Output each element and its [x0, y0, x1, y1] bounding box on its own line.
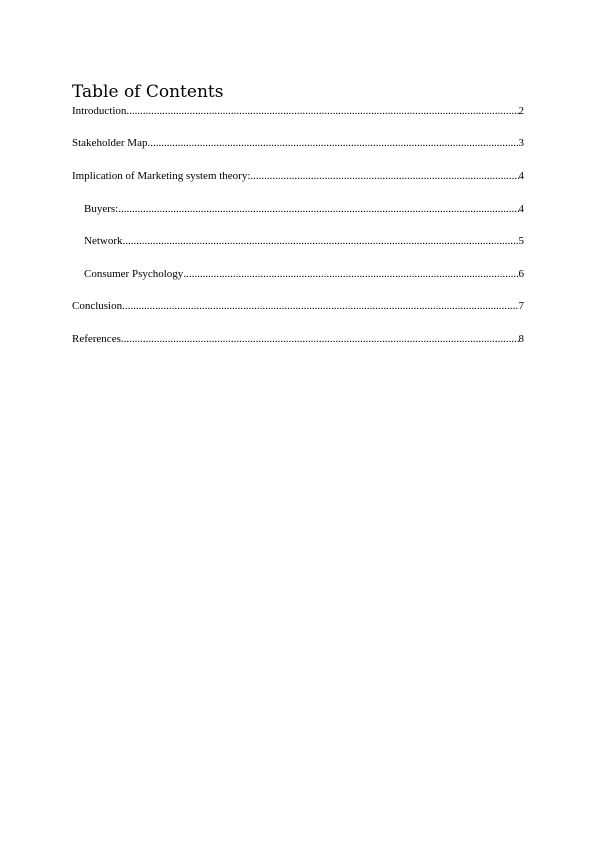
- toc-dot-leader: [118, 202, 518, 216]
- toc-page-number: 4: [518, 203, 524, 215]
- toc-entry-label: Buyers:: [84, 203, 119, 215]
- toc-page-number: 4: [518, 170, 524, 182]
- toc-page-number: 3: [518, 137, 524, 149]
- toc-dot-leader: [122, 299, 518, 313]
- toc-entry-label: Consumer Psychology: [84, 268, 184, 280]
- toc-entry-label: Network: [84, 235, 123, 247]
- toc-title: Table of Contents: [72, 82, 224, 102]
- toc-dot-leader: [147, 136, 518, 150]
- toc-entry-consumer-psychology[interactable]: [84, 267, 524, 281]
- toc-dot-leader: [126, 104, 518, 118]
- toc-entry-network[interactable]: [84, 234, 524, 248]
- toc-entry-marketing-system-theory[interactable]: [72, 169, 524, 183]
- toc-page-number: 8: [518, 333, 524, 345]
- toc-dot-leader: [123, 234, 519, 248]
- toc-entry-stakeholder-map[interactable]: [72, 136, 524, 150]
- toc-entry-label: Conclusion: [72, 300, 123, 312]
- toc-entry-label: Introduction: [72, 105, 127, 117]
- toc-page-number: 6: [518, 268, 524, 280]
- toc-page-number: 7: [518, 300, 524, 312]
- toc-entry-label: Stakeholder Map: [72, 137, 148, 149]
- toc-entry-references[interactable]: [72, 332, 524, 346]
- toc-dot-leader: [250, 169, 518, 183]
- toc-entry-label: References: [72, 333, 121, 345]
- toc-dot-leader: [183, 267, 518, 281]
- toc-entry-introduction[interactable]: [72, 104, 524, 118]
- toc-entry-label: Implication of Marketing system theory:: [72, 170, 251, 182]
- toc-page-number: 5: [518, 235, 524, 247]
- toc-page-number: 2: [518, 105, 524, 117]
- toc-entry-conclusion[interactable]: [72, 299, 524, 313]
- toc-dot-leader: [121, 332, 519, 346]
- toc-entry-buyers[interactable]: [84, 202, 524, 216]
